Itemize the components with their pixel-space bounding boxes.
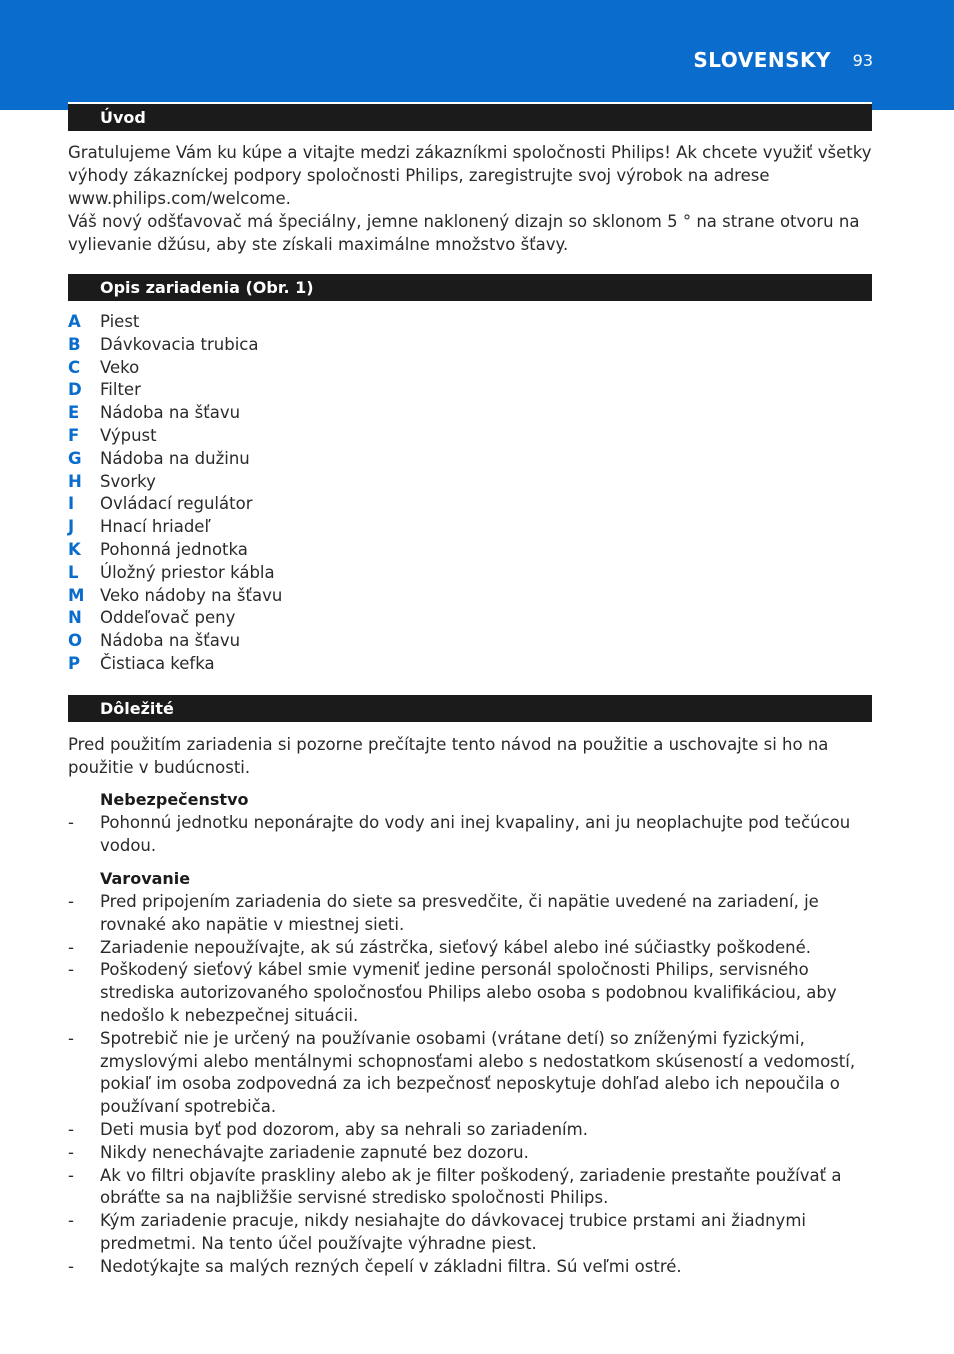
bullet-dash: - bbox=[68, 1142, 74, 1162]
list-item bbox=[68, 471, 282, 494]
list-item bbox=[68, 937, 874, 960]
list-item bbox=[68, 891, 874, 937]
item-text: Spotrebič nie je určený na používanie osobami (vrátane detí) so zníženými fyzickými, zmyslovými alebo mentálnymi schopnosťami alebo s nedostatkom skúseností a vedomostí, pokiaľ im osoba zodpovedná za ich bezpečnosť neposkytuje dohľad alebo ich nepoučila o používaní spotrebiča. bbox=[100, 1028, 856, 1117]
bullet-dash: - bbox=[68, 1211, 74, 1231]
intro-paragraph-1: Gratulujeme Vám ku kúpe a vitajte medzi zákazníkmi spoločnosti Philips! Ak chcete využiť všetky výhody zákazníckej podpory spoločnosti Philips, zaregistrujte svoj výrobok na adrese www.philips.com/welcome. bbox=[68, 143, 872, 208]
item-text: Kým zariadenie pracuje, nikdy nesiahajte do dávkovacej trubice prstami ani žiadnymi predmetmi. Na tento účel používajte výhradne piest. bbox=[100, 1211, 806, 1253]
section-title: Úvod bbox=[100, 108, 146, 127]
item-text: Svorky bbox=[100, 471, 156, 491]
bullet-dash: - bbox=[68, 960, 74, 980]
header-bar bbox=[0, 0, 954, 110]
list-item bbox=[68, 448, 282, 471]
list-item bbox=[68, 539, 282, 562]
bullet-dash: - bbox=[68, 892, 74, 911]
item-letter: I bbox=[68, 494, 75, 514]
item-text: Zariadenie nepoužívajte, ak sú zástrčka, sieťový kábel alebo iné súčiastky poškodené. bbox=[100, 937, 811, 957]
list-item bbox=[68, 357, 282, 380]
list-item bbox=[68, 425, 282, 448]
item-text: Dávkovacia trubica bbox=[100, 334, 259, 354]
item-letter: M bbox=[68, 585, 85, 605]
section-header-description bbox=[68, 272, 872, 301]
item-letter: J bbox=[68, 517, 75, 537]
list-item bbox=[68, 1256, 874, 1279]
list-item bbox=[68, 585, 282, 608]
important-intro: Pred použitím zariadenia si pozorne prečítajte tento návod na použitie a uschovajte si ho na použitie v budúcnosti. bbox=[68, 735, 829, 777]
section-title: Opis zariadenia (Obr. 1) bbox=[100, 278, 314, 297]
parts-list bbox=[68, 311, 282, 676]
item-text: Piest bbox=[100, 312, 140, 331]
section-title: Dôležité bbox=[100, 699, 174, 718]
list-item bbox=[68, 562, 282, 585]
item-text: Pred pripojením zariadenia do siete sa presvedčite, či napätie uvedené na zariadení, je rovnaké ako napätie v miestnej sieti. bbox=[100, 892, 819, 934]
list-item bbox=[68, 493, 282, 516]
bullet-dash: - bbox=[68, 1119, 74, 1139]
bullet-dash: - bbox=[68, 813, 74, 832]
list-item bbox=[68, 630, 282, 653]
bullet-dash: - bbox=[68, 1028, 74, 1048]
bullet-dash: - bbox=[68, 937, 74, 957]
item-text: Hnací hriadeľ bbox=[100, 517, 211, 537]
page-number: 93 bbox=[852, 51, 873, 70]
list-item bbox=[68, 812, 874, 858]
item-letter: G bbox=[68, 448, 82, 468]
item-text: Deti musia byť pod dozorom, aby sa nehrali so zariadením. bbox=[100, 1119, 588, 1139]
language-label: SLOVENSKY bbox=[693, 48, 831, 72]
list-item bbox=[68, 1028, 874, 1119]
list-item bbox=[68, 607, 282, 630]
list-item bbox=[68, 311, 282, 334]
list-item bbox=[68, 653, 282, 676]
list-item bbox=[68, 379, 282, 402]
item-text: Filter bbox=[100, 380, 141, 400]
item-letter: F bbox=[68, 425, 80, 445]
item-letter: E bbox=[68, 403, 80, 423]
item-letter: N bbox=[68, 608, 82, 628]
item-letter: D bbox=[68, 380, 82, 400]
item-letter: P bbox=[68, 653, 81, 673]
list-item bbox=[68, 1165, 874, 1211]
section-header-important bbox=[68, 693, 872, 722]
section-header-intro bbox=[68, 102, 872, 131]
danger-list bbox=[68, 812, 874, 858]
item-text: Nádoba na dužinu bbox=[100, 448, 250, 468]
item-letter: A bbox=[68, 312, 81, 331]
item-letter: H bbox=[68, 471, 82, 491]
item-text: Úložný priestor kábla bbox=[100, 562, 275, 582]
item-text: Veko nádoby na šťavu bbox=[100, 585, 283, 605]
list-item bbox=[68, 334, 282, 357]
item-text: Pohonnú jednotku neponárajte do vody ani inej kvapaliny, ani ju neoplachujte pod tečúcou vodou. bbox=[100, 813, 851, 855]
item-text: Nikdy nenechávajte zariadenie zapnuté bez dozoru. bbox=[100, 1142, 529, 1162]
item-text: Nádoba na šťavu bbox=[100, 631, 241, 651]
item-letter: O bbox=[68, 631, 83, 651]
list-item bbox=[68, 402, 282, 425]
list-item bbox=[68, 1142, 874, 1165]
list-item bbox=[68, 516, 282, 539]
warning-list bbox=[68, 891, 874, 1279]
bullet-dash: - bbox=[68, 1256, 74, 1276]
intro-paragraph-2: Váš nový odšťavovač má špeciálny, jemne naklonený dizajn so sklonom 5 ° na strane otvoru na vylievanie džúsu, aby ste získali maximálne množstvo šťavy. bbox=[68, 212, 860, 254]
item-text: Oddeľovač peny bbox=[100, 608, 236, 628]
item-text: Nedotýkajte sa malých rezných čepelí v základni filtra. Sú veľmi ostré. bbox=[100, 1256, 682, 1276]
list-item bbox=[68, 1119, 874, 1142]
danger-heading: Nebezpečenstvo bbox=[100, 790, 249, 809]
item-text: Ovládací regulátor bbox=[100, 494, 253, 514]
item-text: Čistiaca kefka bbox=[100, 653, 215, 673]
warning-heading: Varovanie bbox=[100, 869, 191, 888]
item-letter: K bbox=[68, 539, 81, 559]
item-letter: B bbox=[68, 334, 81, 354]
item-letter: C bbox=[68, 357, 81, 377]
item-text: Pohonná jednotka bbox=[100, 539, 248, 559]
item-letter: L bbox=[68, 562, 79, 582]
item-text: Výpust bbox=[100, 425, 157, 445]
bullet-dash: - bbox=[68, 1165, 74, 1185]
list-item bbox=[68, 1210, 874, 1256]
item-text: Ak vo filtri objavíte praskliny alebo ak je filter poškodený, zariadenie prestaňte používať a obráťte sa na najbližšie servisné stredisko spoločnosti Philips. bbox=[100, 1165, 842, 1208]
list-item bbox=[68, 959, 874, 1027]
item-text: Veko bbox=[100, 357, 140, 377]
item-text: Nádoba na šťavu bbox=[100, 403, 241, 423]
item-text: Poškodený sieťový kábel smie vymeniť jedine personál spoločnosti Philips, servisného strediska autorizovaného spoločnosťou Philips alebo osoba s podobnou kvalifikáciou, aby nedošlo k nebezpečnej situácii. bbox=[100, 960, 837, 1025]
